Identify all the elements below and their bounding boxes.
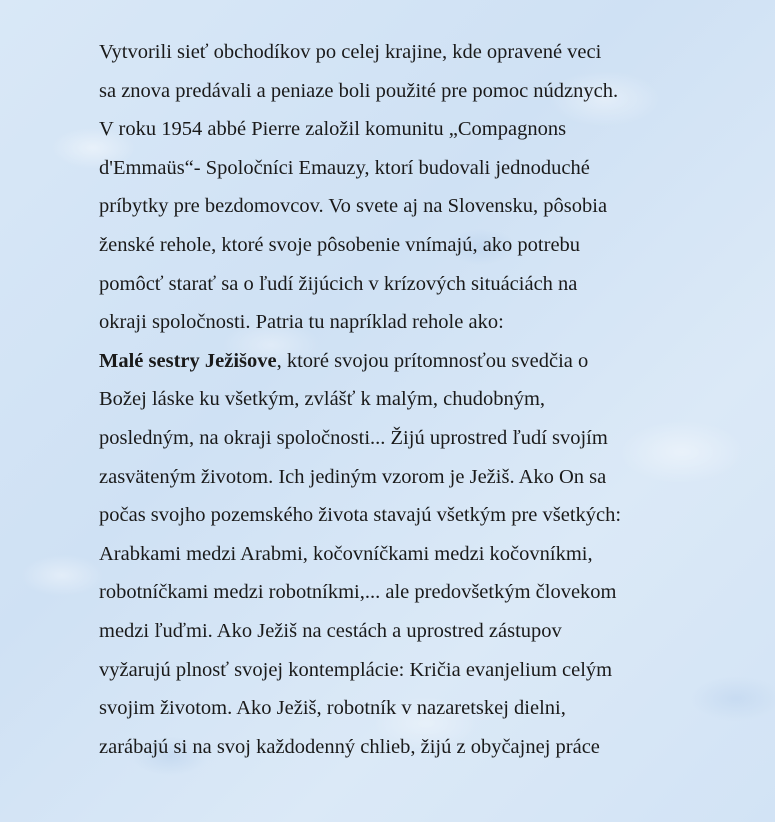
text-line: posledným, na okraji spoločnosti... Žijú uprostred ľudí svojím (99, 426, 608, 449)
text-line: zasväteným životom. Ich jediným vzorom je Ježiš. Ako On sa (99, 465, 607, 488)
text-line: Vytvorili sieť obchodíkov po celej krajine, kde opravené veci (99, 41, 602, 63)
text-line: Arabkami medzi Arabmi, kočovníčkami medzi kočovníkmi, (99, 542, 593, 565)
text-line-with-bold-term (99, 342, 699, 381)
text-line: d'Emmaüs“- Spoločníci Emauzy, ktorí budovali jednoduché (99, 156, 590, 179)
text-line: zarábajú si na svoj každodenný chlieb, žijú z obyčajnej práce (99, 735, 600, 758)
text-line: robotníčkami medzi robotníkmi,... ale predovšetkým človekom (99, 581, 617, 604)
text-line-rest: , ktoré svojou prítomnosťou svedčia o (276, 349, 589, 372)
document-body (99, 33, 699, 766)
text-line: svojim životom. Ako Ježiš, robotník v nazaretskej dielni, (99, 697, 566, 720)
bold-term: Malé sestry Ježišove (99, 349, 277, 372)
text-line: ženské rehole, ktoré svoje pôsobenie vnímajú, ako potrebu (99, 233, 581, 256)
text-line: počas svojho pozemského života stavajú všetkým pre všetkých: (99, 504, 622, 527)
text-line: príbytky pre bezdomovcov. Vo svete aj na Slovensku, pôsobia (99, 195, 608, 218)
text-line: medzi ľuďmi. Ako Ježiš na cestách a uprostred zástupov (99, 619, 562, 642)
text-line: vyžarujú plnosť svojej kontemplácie: Kričia evanjelium celým (99, 658, 613, 681)
text-line: okraji spoločnosti. Patria tu napríklad rehole ako: (99, 311, 504, 334)
text-line: sa znova predávali a peniaze boli použité pre pomoc núdznych. (99, 79, 619, 102)
text-line: V roku 1954 abbé Pierre založil komunitu „Compagnons (99, 118, 567, 141)
text-line: Božej láske ku všetkým, zvlášť k malým, chudobným, (99, 388, 546, 411)
text-line: pomôcť starať sa o ľudí žijúcich v krízových situáciách na (99, 272, 578, 295)
